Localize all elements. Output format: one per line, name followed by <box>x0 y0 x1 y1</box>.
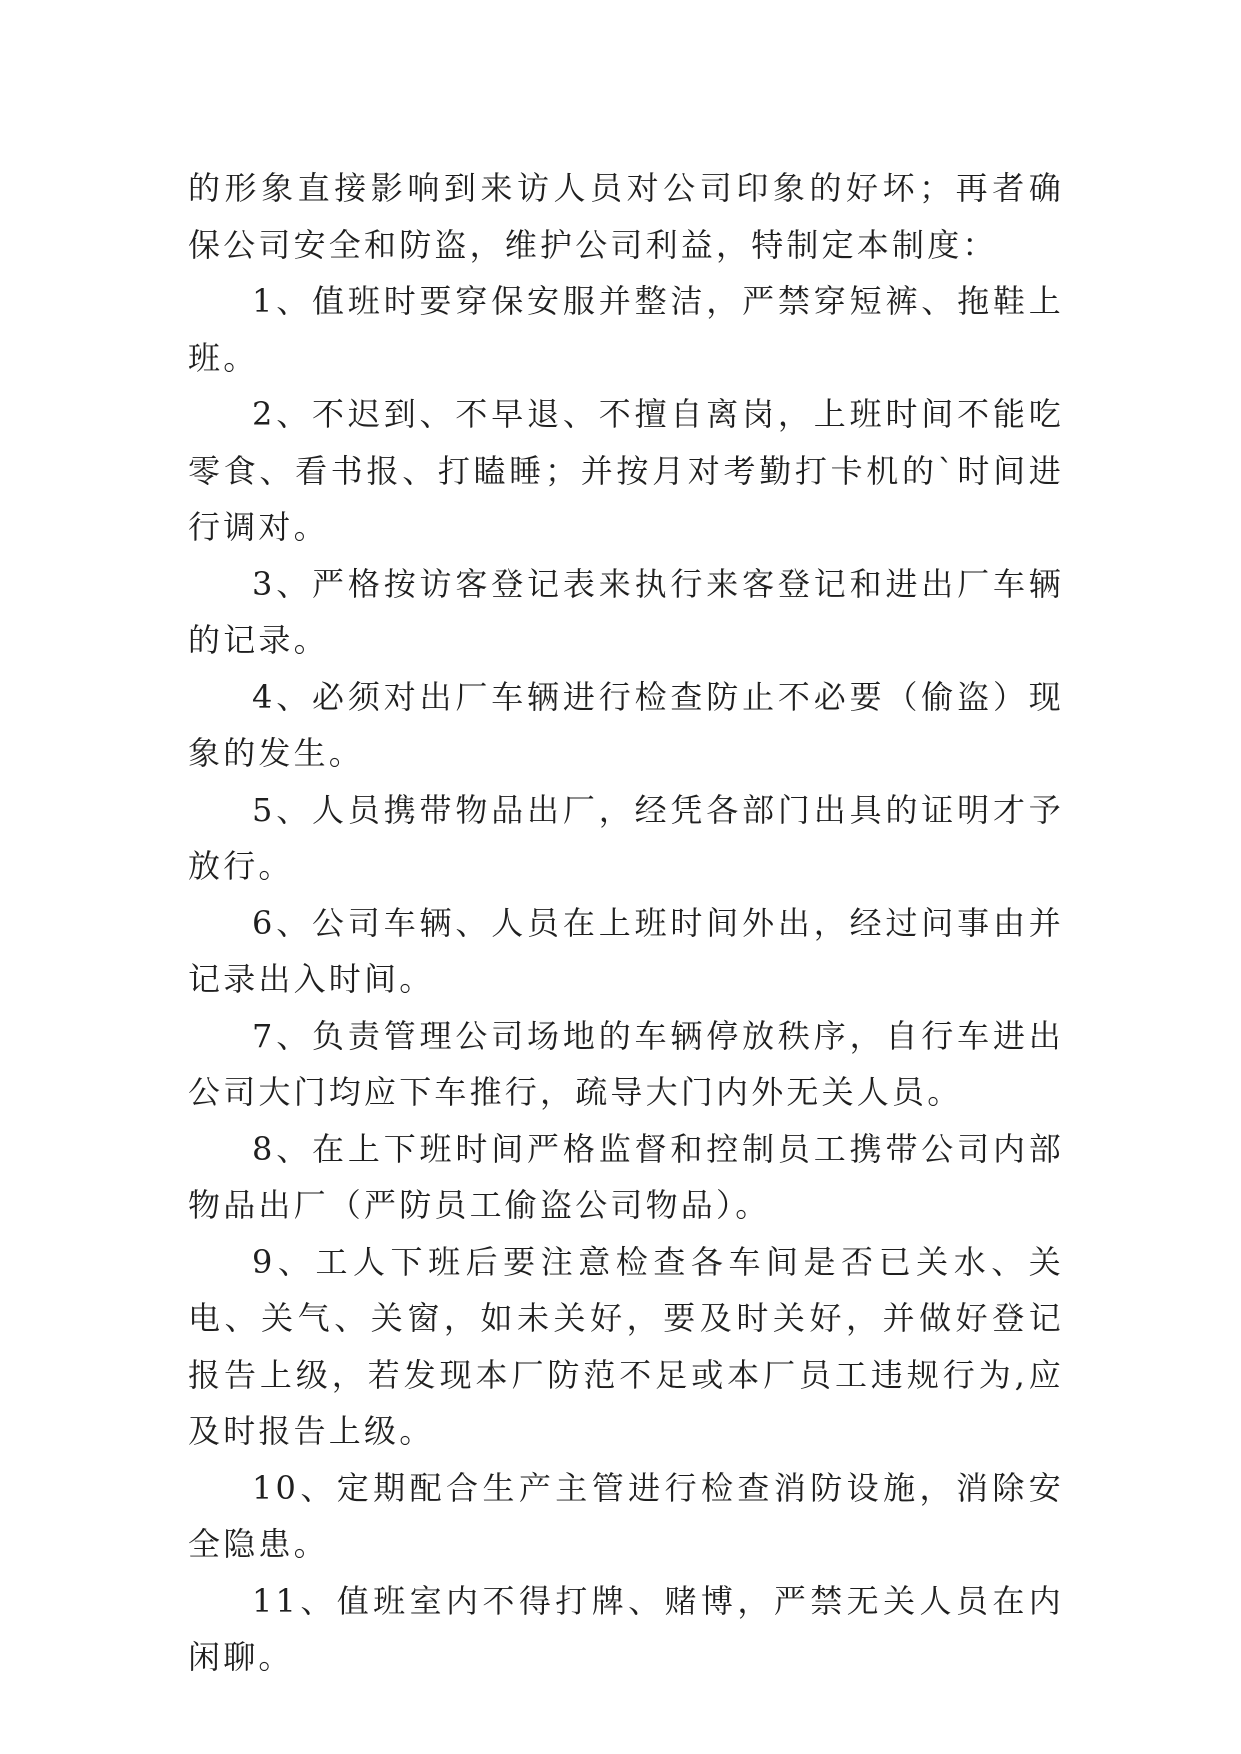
intro-paragraph: 的形象直接影响到来访人员对公司印象的好坏；再者确保公司安全和防盗，维护公司利益，特制定本制度： <box>188 169 1064 264</box>
rule-4: 4、必须对出厂车辆进行检查防止不必要（偷盗）现象的发生。 <box>188 677 1064 772</box>
rule-6: 6、公司车辆、人员在上班时间外出，经过问事由并记录出入时间。 <box>188 903 1064 998</box>
rule-11: 11、值班室内不得打牌、赌博，严禁无关人员在内闲聊。 <box>188 1581 1064 1676</box>
rule-1: 1、值班时要穿保安服并整洁，严禁穿短裤、拖鞋上班。 <box>188 282 1064 377</box>
rule-7: 7、负责管理公司场地的车辆停放秩序，自行车进出公司大门均应下车推行，疏导大门内外无关人员。 <box>188 1016 1064 1111</box>
rule-2: 2、不迟到、不早退、不擅自离岗，上班时间不能吃零食、看书报、打瞌睡；并按月对考勤打卡机的`时间进行调对。 <box>188 395 1064 546</box>
document-body <box>188 160 1064 1686</box>
rule-8: 8、在上下班时间严格监督和控制员工携带公司内部物品出厂（严防员工偷盗公司物品）。 <box>188 1129 1064 1224</box>
rule-9: 9、工人下班后要注意检查各车间是否已关水、关电、关气、关窗，如未关好，要及时关好，并做好登记报告上级，若发现本厂防范不足或本厂员工违规行为,应及时报告上级。 <box>188 1242 1064 1450</box>
rule-3: 3、严格按访客登记表来执行来客登记和进出厂车辆的记录。 <box>188 564 1064 659</box>
rule-10: 10、定期配合生产主管进行检查消防设施，消除安全隐患。 <box>188 1468 1064 1563</box>
rule-5: 5、人员携带物品出厂，经凭各部门出具的证明才予放行。 <box>188 790 1064 885</box>
